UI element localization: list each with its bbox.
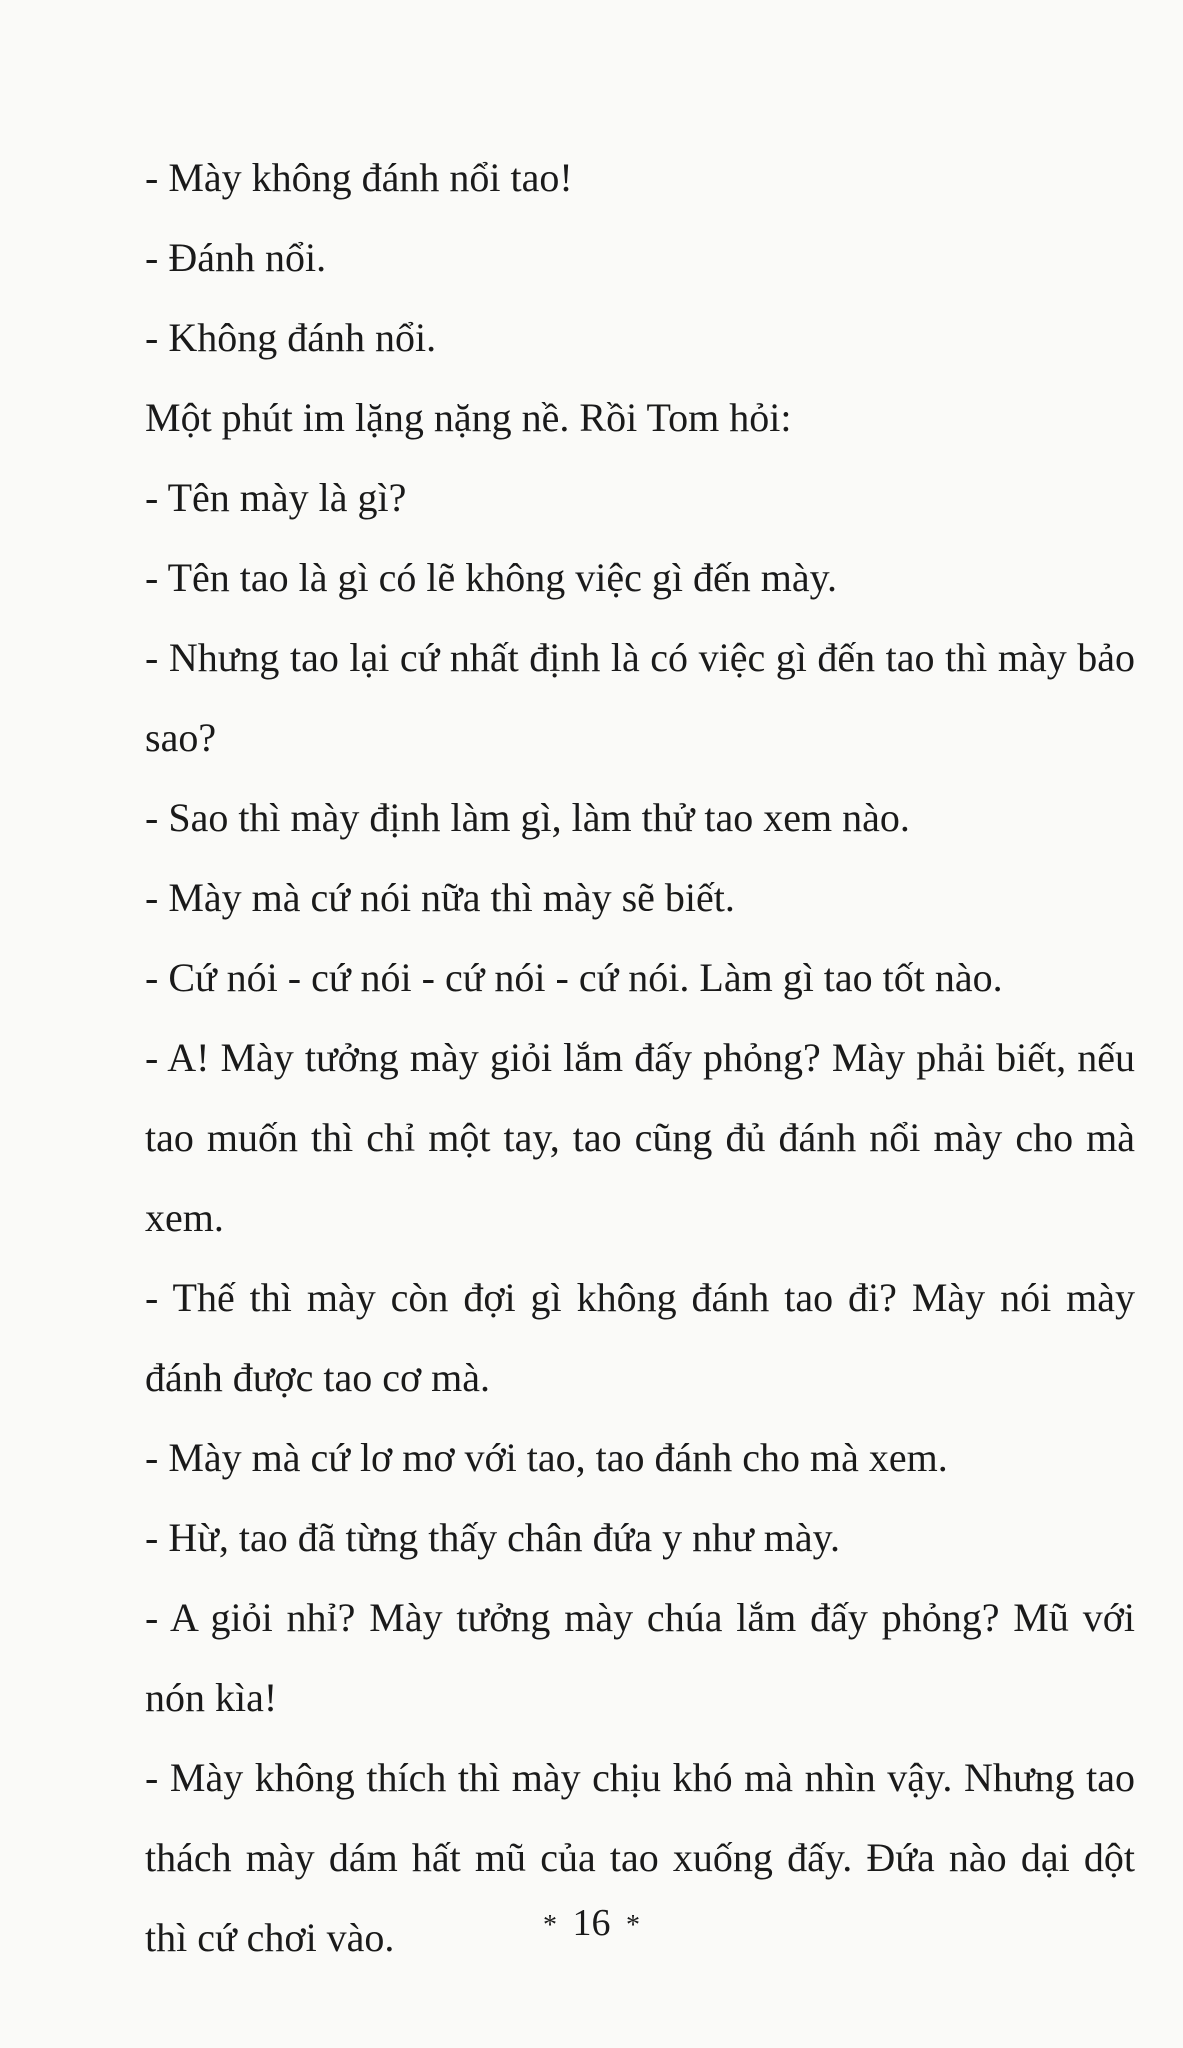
body-text (145, 138, 1135, 1978)
paragraph-16: - Mày không thích thì mày chịu khó mà nhìn vậy. Nhưng tao thách mày dám hất mũ của tao xuống đấy. Đứa nào dại dột thì cứ chơi vào. (145, 1755, 1135, 1960)
paragraph-10: - Cứ nói - cứ nói - cứ nói - cứ nói. Làm gì tao tốt nào. (145, 955, 1003, 1000)
paragraph-14: - Hừ, tao đã từng thấy chân đứa y như mày. (145, 1515, 841, 1560)
paragraph-7: - Nhưng tao lại cứ nhất định là có việc gì đến tao thì mày bảo sao? (145, 635, 1135, 760)
paragraph-5: - Tên mày là gì? (145, 475, 407, 520)
paragraph-15: - A giỏi nhỉ? Mày tưởng mày chúa lắm đấy phỏng? Mũ với nón kìa! (145, 1595, 1135, 1720)
paragraph-2: - Đánh nổi. (145, 235, 327, 280)
paragraph-6: - Tên tao là gì có lẽ không việc gì đến mày. (145, 555, 838, 600)
folio-ornament-right: * (626, 1910, 640, 1942)
paragraph-3: - Không đánh nổi. (145, 315, 437, 360)
paragraph-11: - A! Mày tưởng mày giỏi lắm đấy phỏng? Mày phải biết, nếu tao muốn thì chỉ một tay, tao cũng đủ đánh nổi mày cho mà xem. (145, 1035, 1135, 1240)
page-number: 16 (572, 1902, 611, 1944)
paragraph-8: - Sao thì mày định làm gì, làm thử tao xem nào. (145, 795, 910, 840)
paragraph-1: - Mày không đánh nổi tao! (145, 155, 573, 200)
paragraph-4: Một phút im lặng nặng nề. Rồi Tom hỏi: (145, 395, 792, 440)
paragraph-13: - Mày mà cứ lơ mơ với tao, tao đánh cho mà xem. (145, 1435, 948, 1480)
folio-ornament-left: * (543, 1910, 557, 1942)
paragraph-9: - Mày mà cứ nói nữa thì mày sẽ biết. (145, 875, 735, 920)
paragraph-12: - Thế thì mày còn đợi gì không đánh tao đi? Mày nói mày đánh được tao cơ mà. (145, 1275, 1135, 1400)
page-number-footer (0, 1898, 1183, 1951)
